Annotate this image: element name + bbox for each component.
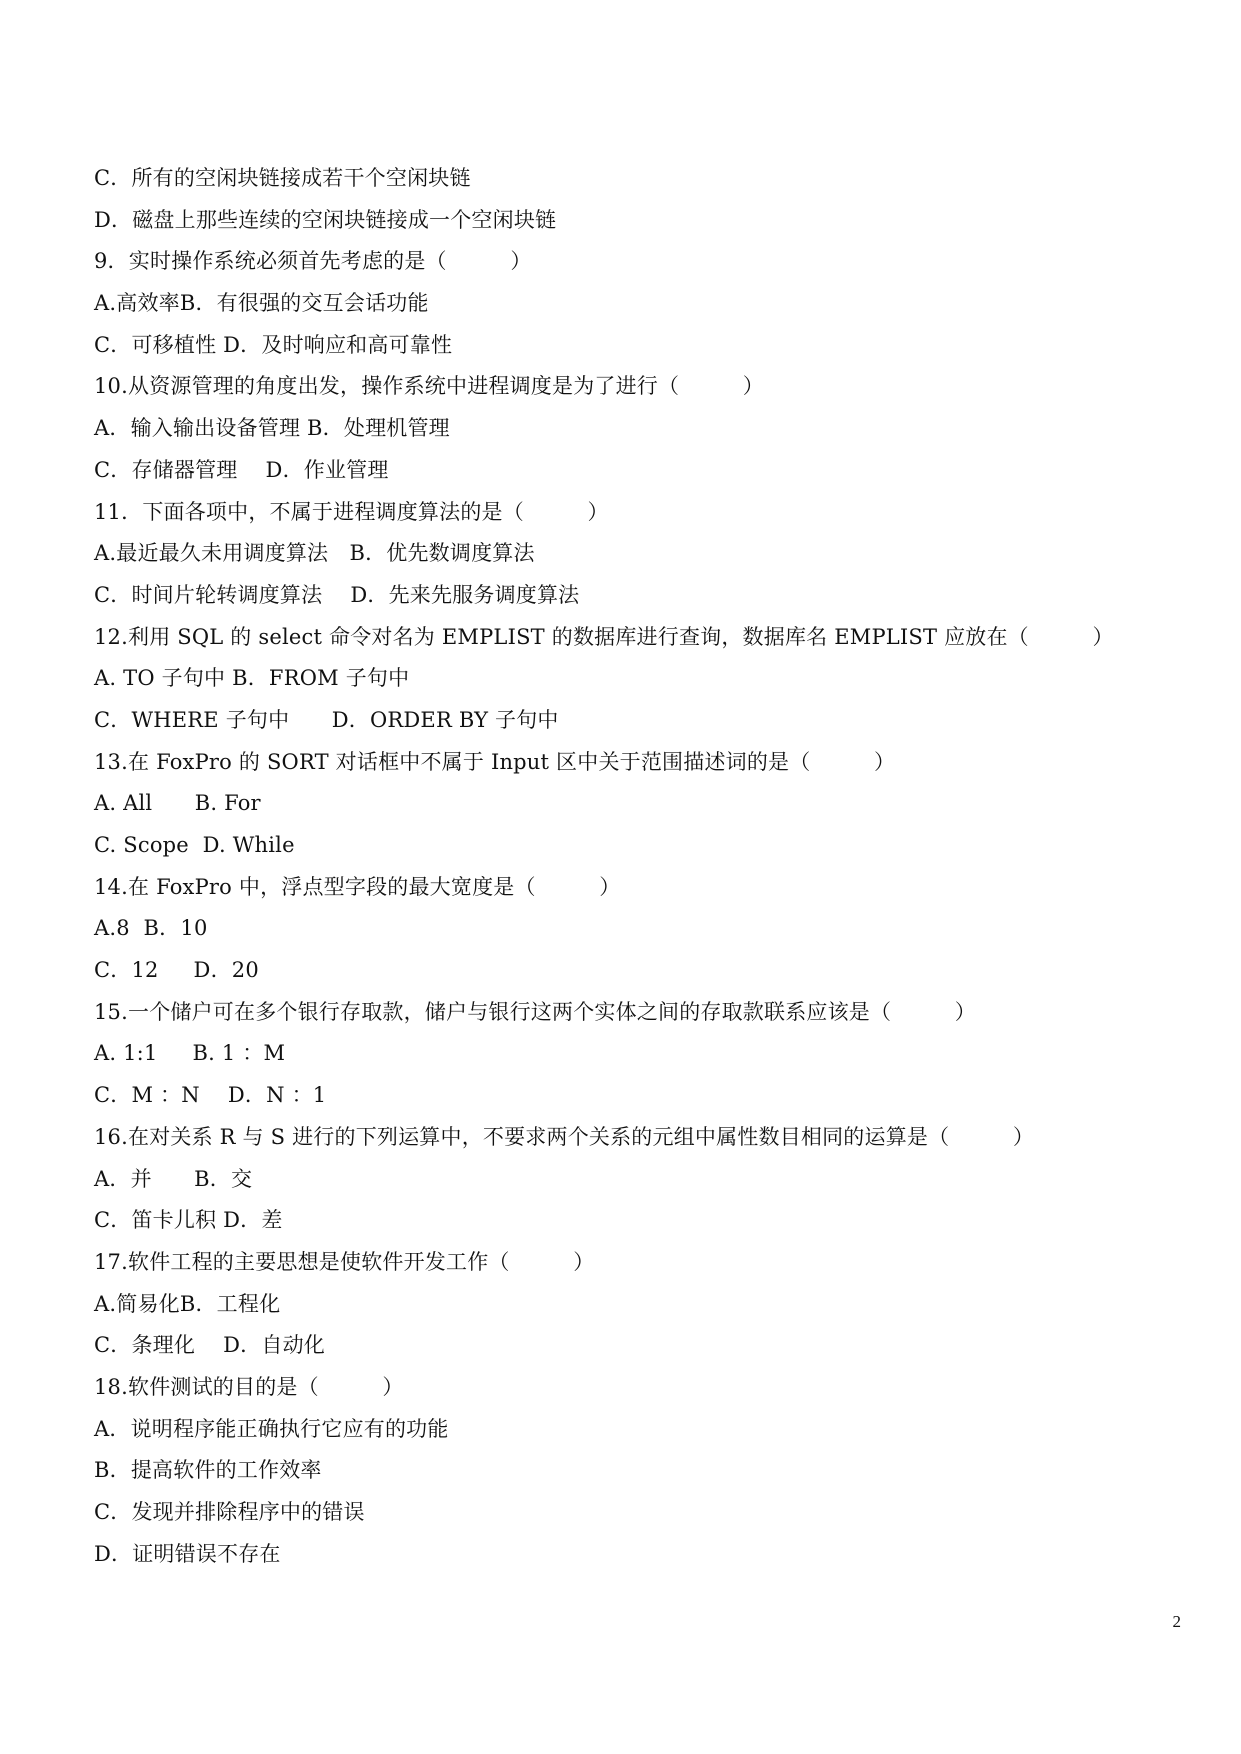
question-13: 13.在 FoxPro 的 SORT 对话框中不属于 Input 区中关于范围描述词的是（ ） [94, 749, 896, 774]
options-cd-q12: C．WHERE 子句中 D．ORDER BY 子句中 [94, 707, 559, 732]
options-cd-q13: C. Scope D. While [94, 833, 295, 857]
question-12: 12.利用 SQL 的 select 命令对名为 EMPLIST 的数据库进行查询，数据库名 EMPLIST 应放在（ ） [94, 624, 1114, 649]
options-cd-q9: C．可移植性 D．及时响应和高可靠性 [94, 332, 453, 357]
options-ab-q13: A. All B. For [94, 791, 261, 816]
options-ab-q12: A. TO 子句中 B．FROM 子句中 [94, 666, 410, 691]
document-body [94, 158, 1154, 1575]
question-15: 15.一个储户可在多个银行存取款，储户与银行这两个实体之间的存取款联系应该是（ ） [94, 999, 976, 1024]
question-18: 18.软件测试的目的是（ ） [94, 1374, 404, 1399]
options-cd-q16: C．笛卡儿积 D．差 [94, 1208, 283, 1233]
option-c-q8: C．所有的空闲块链接成若干个空闲块链 [94, 166, 471, 190]
question-17: 17.软件工程的主要思想是使软件开发工作（ ） [94, 1249, 595, 1274]
option-d-q18: D．证明错误不存在 [94, 1541, 281, 1566]
options-ab-q15: A. 1:1 B. 1 ：M [94, 1041, 286, 1066]
options-ab-q10: A．输入输出设备管理 B．处理机管理 [94, 416, 450, 441]
page-number: 2 [1172, 1612, 1181, 1631]
options-ab-q9: A.高效率B．有很强的交互会话功能 [94, 291, 429, 316]
question-10: 10.从资源管理的角度出发，操作系统中进程调度是为了进行（ ） [94, 374, 764, 399]
options-cd-q15: C．M ：N D．N ：1 [94, 1083, 327, 1108]
options-ab-q17: A.简易化B．工程化 [94, 1291, 281, 1316]
question-11: 11．下面各项中，不属于进程调度算法的是（ ） [94, 499, 609, 524]
option-d-q8: D．磁盘上那些连续的空闲块链接成一个空闲块链 [94, 207, 557, 232]
options-ab-q11: A.最近最久未用调度算法 B．优先数调度算法 [94, 541, 535, 566]
question-9: 9．实时操作系统必须首先考虑的是（ ） [94, 249, 532, 274]
options-cd-q11: C．时间片轮转调度算法 D．先来先服务调度算法 [94, 582, 580, 607]
options-cd-q17: C．条理化 D．自动化 [94, 1333, 325, 1358]
options-ab-q14: A.8 B．10 [94, 916, 208, 941]
question-16: 16.在对关系 R 与 S 进行的下列运算中，不要求两个关系的元组中属性数目相同的运算是（ ） [94, 1124, 1035, 1149]
options-ab-q16: A．并 B．交 [94, 1166, 253, 1191]
options-cd-q10: C．存储器管理 D．作业管理 [94, 457, 389, 482]
options-cd-q14: C．12 D．20 [94, 958, 259, 983]
option-a-q18: A．说明程序能正确执行它应有的功能 [94, 1416, 449, 1441]
option-b-q18: B．提高软件的工作效率 [94, 1458, 322, 1483]
question-14: 14.在 FoxPro 中，浮点型字段的最大宽度是（ ） [94, 874, 621, 899]
option-c-q18: C．发现并排除程序中的错误 [94, 1500, 365, 1524]
